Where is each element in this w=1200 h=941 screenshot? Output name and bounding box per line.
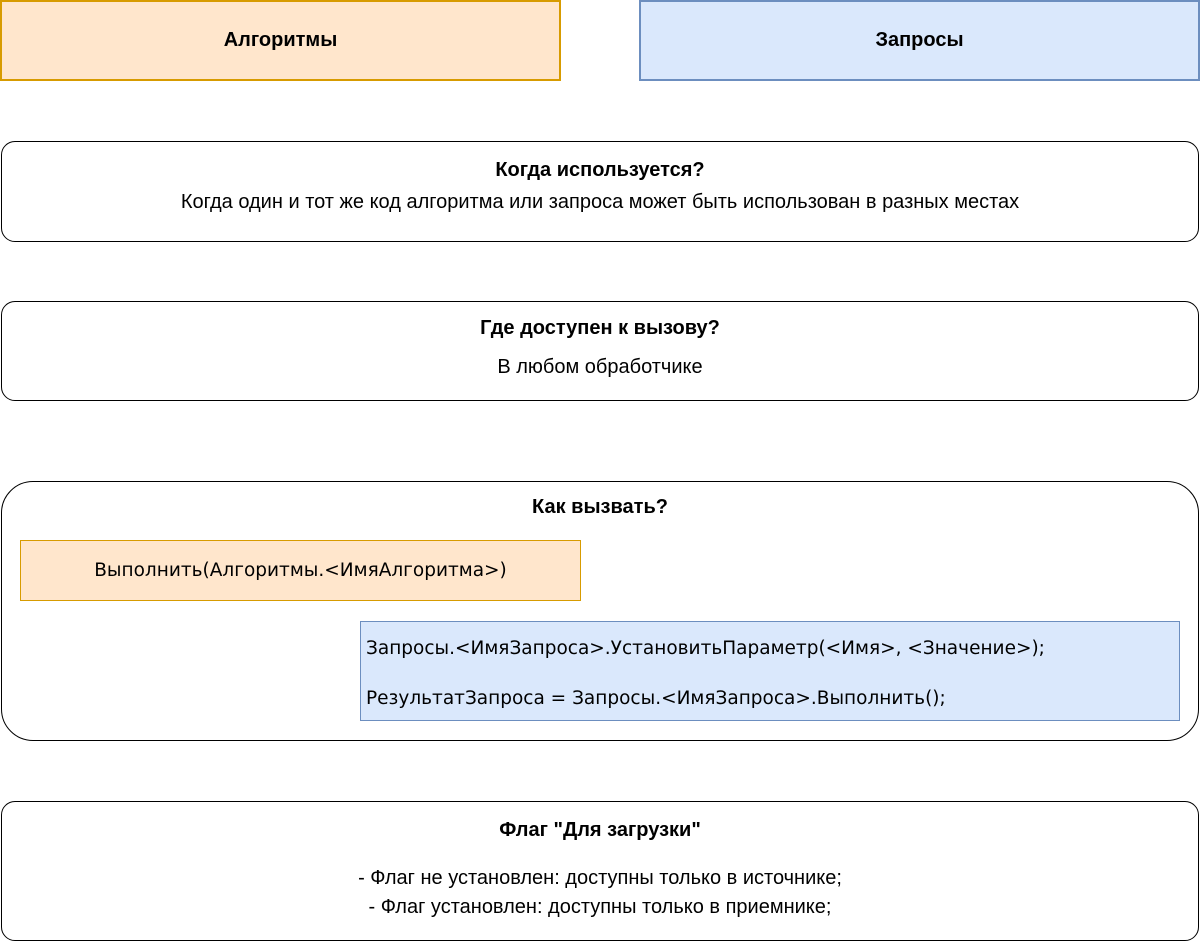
load-flag-card [1, 801, 1199, 941]
load-flag-title: Флаг "Для загрузки" [499, 819, 701, 841]
queries-header [639, 0, 1200, 81]
algorithms-header [0, 0, 561, 81]
query-code-box [360, 621, 1180, 721]
how-to-call-title: Как вызвать? [532, 496, 668, 518]
queries-header-label: Запросы [875, 29, 964, 51]
algorithm-code-box [20, 540, 581, 601]
when-used-card [1, 141, 1199, 242]
where-available-title: Где доступен к вызову? [480, 317, 720, 339]
where-available-card [1, 301, 1199, 401]
where-available-text: В любом обработчике [497, 356, 703, 378]
when-used-text: Когда один и тот же код алгоритма или запроса может быть использован в разных местах [180, 191, 1020, 213]
query-code-line-2: РезультатЗапроса = Запросы.<ИмяЗапроса>.Выполнить(); [366, 688, 946, 709]
algorithm-code: Выполнить(Алгоритмы.<ИмяАлгоритма>) [94, 560, 507, 581]
load-flag-line-1: - Флаг не установлен: доступны только в источнике; [358, 867, 842, 889]
algorithms-header-label: Алгоритмы [223, 29, 338, 51]
query-code-line-1: Запросы.<ИмяЗапроса>.УстановитьПараметр(<Имя>, <Значение>); [366, 638, 1045, 659]
when-used-title: Когда используется? [495, 159, 705, 181]
load-flag-line-2: - Флаг установлен: доступны только в приемнике; [368, 896, 832, 918]
